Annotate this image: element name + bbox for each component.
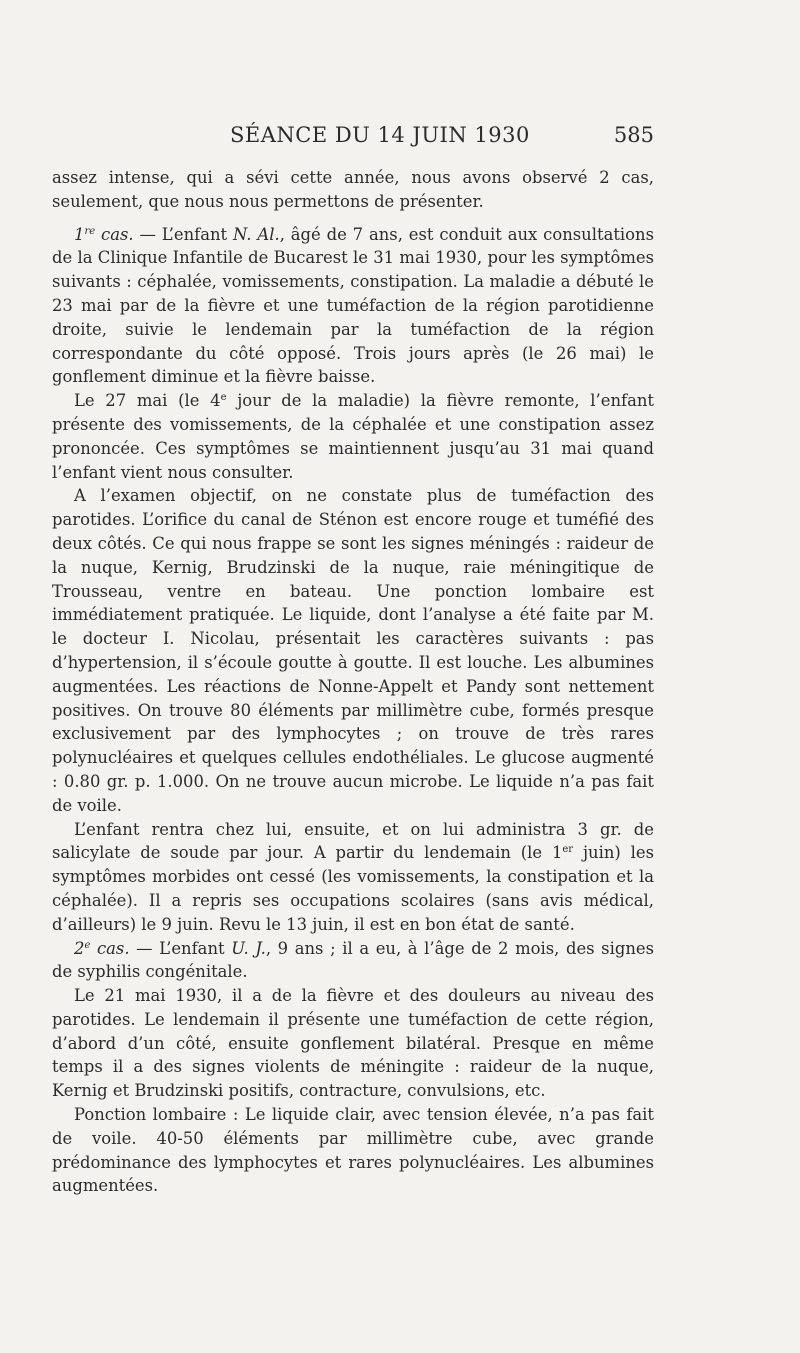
patient-initials: N. Al. xyxy=(233,224,280,244)
ordinal-suffix: e xyxy=(220,392,227,404)
paragraph xyxy=(52,984,654,1103)
paragraph xyxy=(52,389,654,484)
paragraph-text: Ponction lombaire : Le liquide clair, avec tension élevée, n’a pas fait de voile. 40-50 éléments par millimètre cube, avec grande prédominance des lymphocytes et rares polynucléaires. Les albumines augmentées. xyxy=(52,1105,654,1196)
paragraph xyxy=(52,484,654,817)
paragraph-case-2 xyxy=(52,937,654,985)
paragraph-text: , âgé de 7 ans, est conduit aux consultations de la Clinique Infantile de Bucarest le 31 mai 1930, pour les symptômes suivants : céphalée, vomissements, constipation. La maladie a débuté le 23 mai par de la fièvre et une tuméfaction de la région parotidienne droite, suivie le lendemain par la tuméfaction de la région correspondante du côté opposé. Trois jours après (le 26 mai) le gonflement diminue et la fièvre baisse. xyxy=(52,224,654,387)
case-ordinal-suffix: re xyxy=(84,225,96,237)
paragraph-case-1 xyxy=(52,223,654,390)
case-ordinal-suffix: e xyxy=(84,939,91,951)
ordinal-suffix: er xyxy=(562,844,574,856)
paragraph-text-before: L’enfant rentra chez lui, ensuite, et on lui administra 3 gr. de salicylate de soude par jour. A partir du lendemain (le 1 xyxy=(52,819,654,863)
paragraph-text: , 9 ans ; il a eu, à l’âge de 2 mois, des signes de syphilis congénitale. xyxy=(52,938,654,982)
case-dash-text: — L’enfant xyxy=(133,224,234,244)
running-header xyxy=(52,123,654,153)
case-label xyxy=(74,225,134,244)
paragraph xyxy=(52,1103,654,1198)
paragraph-text-after: juin) les symptômes morbides ont cessé (les vomissements, la constipation et la céphalée). Il a repris ses occupations scolaires (sans avis médical, d’ailleurs) le 9 juin. Revu le 13 juin, il est en bon état de santé. xyxy=(52,843,654,934)
paragraph-text-before: Le 27 mai (le 4 xyxy=(74,391,221,411)
case-label xyxy=(74,939,130,958)
case-dash-text: — L’enfant xyxy=(129,938,232,958)
paragraph-text: Le 21 mai 1930, il a de la fièvre et des douleurs au niveau des parotides. Le lendemain il présente une tuméfaction de cette région, d’abord d’un côté, ensuite gonflement bilatéral. Presque en même temps il a des signes violents de méningite : raideur de la nuque, Kernig et Brudzinski positifs, contracture, convulsions, etc. xyxy=(52,986,654,1101)
patient-initials: U. J. xyxy=(231,938,266,958)
paragraph-text-after: jour de la maladie) la fièvre remonte, l’enfant présente des vomissements, de la céphalée et une constipation assez prononcée. Ces symptômes se maintiennent jusqu’au 31 mai quand l’enfant vient nous consulter. xyxy=(52,391,654,482)
paragraph xyxy=(52,818,654,937)
case-number: 1 xyxy=(74,224,85,244)
case-number: 2 xyxy=(74,938,85,958)
body-text xyxy=(52,166,654,1198)
case-word: cas. xyxy=(90,938,130,958)
case-word: cas. xyxy=(95,224,134,244)
paragraph-text: assez intense, qui a sévi cette année, nous avons observé 2 cas, seulement, que nous nous permettons de présenter. xyxy=(52,168,654,211)
header-title: SÉANCE DU 14 JUIN 1930 xyxy=(230,123,530,147)
paragraph-text: A l’examen objectif, on ne constate plus de tuméfaction des parotides. L’orifice du canal de Sténon est encore rouge et tuméfié des deux côtés. Ce qui nous frappe se sont les signes méningés : raideur de la nuque, Kernig, Brudzinski de la nuque, raie méningitique de Trousseau, ventre en bateau. Une ponction lombaire est immédiatement pratiquée. Le liquide, dont l’analyse a été faite par M. le docteur I. Nicolau, présentait les caractères suivants : pas d’hypertension, il s’écoule goutte à goutte. Il est louche. Les albumines augmentées. Les réactions de Nonne-Appelt et Pandy sont nettement positives. On trouve 80 éléments par millimètre cube, formés presque exclusivement par des lymphocytes ; on trouve de très rares polynucléaires et quelques cellules endothéliales. Le glucose augmenté : 0.80 gr. p. 1.000. On ne trouve aucun microbe. Le liquide n’a pas fait de voile. xyxy=(52,486,654,815)
page-number: 585 xyxy=(613,123,654,147)
paragraph-continuation xyxy=(52,166,654,214)
